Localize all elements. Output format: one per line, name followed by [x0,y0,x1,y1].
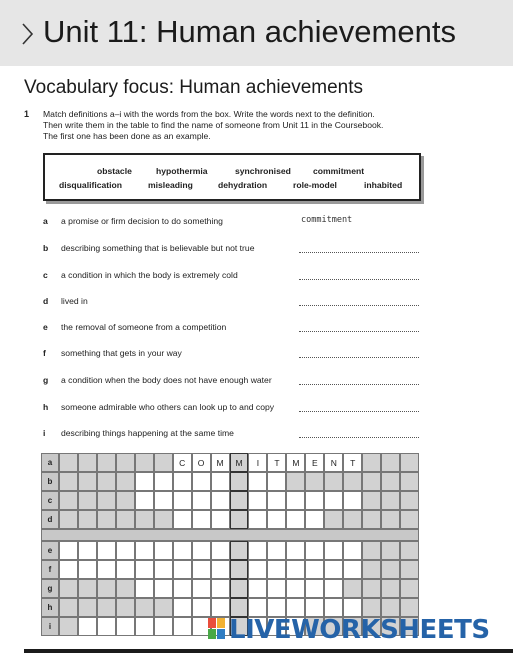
grid-cell[interactable] [305,579,324,598]
grid-cell[interactable] [173,579,192,598]
grid-cell[interactable] [381,472,400,491]
grid-cell[interactable] [305,560,324,579]
grid-cell[interactable] [154,510,173,529]
grid-cell[interactable] [324,560,343,579]
grid-row-label: h [41,598,59,617]
grid-cell[interactable] [173,541,192,560]
definition-text: lived in [61,296,88,306]
grid-cell[interactable] [267,541,286,560]
grid-cell[interactable] [116,560,135,579]
box-word: obstacle [97,166,132,176]
grid-cell[interactable] [59,453,78,472]
grid-cell[interactable] [381,510,400,529]
box-word: hypothermia [156,166,208,176]
grid-cell[interactable] [154,617,173,636]
grid-cell[interactable] [97,472,116,491]
grid-cell[interactable] [286,579,305,598]
grid-cell[interactable] [211,560,230,579]
grid-cell[interactable] [116,491,135,510]
definition-row [43,348,423,362]
grid-cell[interactable] [286,560,305,579]
grid-cell[interactable] [135,491,154,510]
grid-cell[interactable] [97,579,116,598]
grid-cell[interactable] [362,472,381,491]
definition-row [43,402,423,416]
unit-title: Unit 11: Human achievements [43,14,456,49]
grid-cell[interactable] [248,472,267,491]
grid-row-label: a [41,453,59,472]
grid-cell[interactable] [230,579,249,598]
grid-row-label: b [41,472,59,491]
section-title: Vocabulary focus: Human achievements [24,77,364,98]
instruction-line: The first one has been done as an example. [43,131,211,141]
answer-field[interactable] [299,252,419,253]
grid-cell[interactable] [305,491,324,510]
grid-cell[interactable] [362,560,381,579]
answer-field[interactable] [299,384,419,385]
grid-cell[interactable]: N [324,453,343,472]
grid-row [41,453,419,472]
grid-cell[interactable] [343,579,362,598]
grid-cell[interactable] [78,472,97,491]
grid-cell[interactable] [362,491,381,510]
grid-cell[interactable] [78,560,97,579]
grid-cell[interactable] [343,560,362,579]
definition-text: the removal of someone from a competition [61,322,227,332]
grid-cell[interactable] [59,510,78,529]
grid-cell[interactable] [400,472,419,491]
crossword-grid [41,453,419,636]
grid-cell[interactable] [400,453,419,472]
grid-cell[interactable] [248,541,267,560]
grid-cell[interactable] [400,510,419,529]
grid-cell[interactable] [97,541,116,560]
grid-cell[interactable] [230,510,249,529]
grid-cell[interactable] [267,510,286,529]
grid-row-label: d [41,510,59,529]
definition-letter: d [43,296,49,306]
definition-letter: b [43,243,49,253]
grid-cell[interactable] [97,598,116,617]
definition-text: something that gets in your way [61,348,182,358]
grid-cell[interactable] [192,579,211,598]
grid-cell[interactable] [381,453,400,472]
grid-cell[interactable] [362,510,381,529]
grid-cell[interactable] [116,510,135,529]
grid-row [41,510,419,529]
grid-cell[interactable] [324,491,343,510]
grid-cell[interactable] [343,491,362,510]
grid-cell[interactable] [211,579,230,598]
grid-row-label: c [41,491,59,510]
grid-cell[interactable] [97,617,116,636]
grid-cell[interactable] [400,579,419,598]
grid-cell[interactable] [324,579,343,598]
definition-row [43,428,423,442]
grid-cell[interactable] [59,617,78,636]
definition-row [43,322,423,336]
chevron-right-icon [20,22,34,46]
grid-cell[interactable] [97,560,116,579]
definition-row [43,216,423,230]
grid-cell[interactable] [400,491,419,510]
grid-row [41,541,419,560]
grid-cell[interactable] [135,510,154,529]
answer-field[interactable] [299,279,419,280]
grid-cell[interactable] [230,472,249,491]
answer-field[interactable] [299,357,419,358]
footer-rule [24,649,513,653]
grid-cell[interactable] [154,598,173,617]
definition-row [43,243,423,257]
definition-letter: g [43,375,49,385]
grid-cell[interactable] [192,491,211,510]
box-word: dehydration [218,180,268,190]
grid-cell[interactable] [192,541,211,560]
grid-cell[interactable] [78,579,97,598]
definition-letter: a [43,216,48,226]
grid-cell[interactable] [116,472,135,491]
liveworksheets-logo-icon [207,617,227,641]
grid-cell[interactable] [116,541,135,560]
definition-text: describing things happening at the same time [61,428,234,438]
grid-cell[interactable] [135,617,154,636]
grid-row [41,491,419,510]
grid-cell[interactable] [135,598,154,617]
grid-cell[interactable]: I [248,453,267,472]
grid-cell[interactable]: M [230,453,249,472]
grid-cell[interactable] [173,560,192,579]
grid-cell[interactable] [267,560,286,579]
box-word: misleading [148,180,193,190]
answer-field[interactable] [299,331,419,332]
grid-cell[interactable] [173,617,192,636]
grid-cell[interactable] [305,541,324,560]
instruction-line: Match definitions a–i with the words from the box. Write the words next to the definition. [43,109,375,119]
grid-cell[interactable] [97,453,116,472]
grid-cell[interactable] [78,491,97,510]
grid-cell[interactable] [248,491,267,510]
grid-cell[interactable] [59,491,78,510]
word-box [43,153,421,201]
grid-cell[interactable] [324,510,343,529]
grid-cell[interactable] [173,510,192,529]
grid-cell[interactable] [286,491,305,510]
grid-cell[interactable] [97,510,116,529]
grid-row [41,579,419,598]
grid-cell[interactable] [154,453,173,472]
instruction-line: Then write them in the table to find the name of someone from Unit 11 in the Coursebook. [43,120,384,130]
grid-row-label: i [41,617,59,636]
grid-cell[interactable] [59,472,78,491]
grid-cell[interactable] [381,560,400,579]
grid-cell[interactable]: O [192,453,211,472]
grid-cell[interactable] [211,491,230,510]
grid-cell[interactable] [78,617,97,636]
answer-field[interactable]: commitment [301,215,353,225]
grid-cell[interactable]: C [173,453,192,472]
answer-field[interactable] [299,305,419,306]
exercise-instructions [43,109,443,142]
grid-cell[interactable]: E [305,453,324,472]
grid-cell[interactable] [343,472,362,491]
grid-cell[interactable] [381,491,400,510]
grid-divider [41,529,419,541]
grid-cell[interactable] [343,541,362,560]
grid-cell[interactable] [135,541,154,560]
grid-cell[interactable] [116,453,135,472]
exercise-number: 1 [24,109,30,119]
grid-cell[interactable] [59,560,78,579]
grid-cell[interactable] [135,453,154,472]
grid-cell[interactable] [286,472,305,491]
grid-cell[interactable] [286,510,305,529]
box-word: disqualification [59,180,123,190]
grid-cell[interactable] [211,541,230,560]
liveworksheets-watermark [207,615,507,645]
grid-cell[interactable] [324,472,343,491]
grid-cell[interactable] [362,453,381,472]
grid-cell[interactable] [362,541,381,560]
grid-cell[interactable] [400,560,419,579]
grid-cell[interactable] [97,491,116,510]
grid-cell[interactable] [135,560,154,579]
grid-cell[interactable] [154,579,173,598]
grid-cell[interactable] [381,579,400,598]
grid-cell[interactable] [211,510,230,529]
grid-cell[interactable] [78,598,97,617]
grid-cell[interactable]: M [286,453,305,472]
grid-cell[interactable] [343,510,362,529]
grid-cell[interactable]: T [267,453,286,472]
grid-cell[interactable] [116,598,135,617]
grid-cell[interactable] [267,579,286,598]
grid-cell[interactable] [173,491,192,510]
grid-cell[interactable] [286,541,305,560]
grid-cell[interactable] [267,472,286,491]
grid-row-label: e [41,541,59,560]
grid-cell[interactable] [267,491,286,510]
grid-cell[interactable]: T [343,453,362,472]
grid-row [41,472,419,491]
grid-cell[interactable] [135,579,154,598]
box-word: role-model [293,180,337,190]
grid-row [41,560,419,579]
definition-row [43,375,423,389]
grid-cell[interactable] [59,541,78,560]
grid-cell[interactable] [78,510,97,529]
grid-cell[interactable] [78,453,97,472]
grid-cell[interactable] [324,541,343,560]
definition-letter: h [43,402,49,412]
definition-letter: i [43,428,46,438]
grid-cell[interactable] [154,491,173,510]
grid-cell[interactable] [59,598,78,617]
grid-cell[interactable] [230,541,249,560]
definition-text: someone admirable who others can look up to and copy [61,402,275,412]
box-word: commitment [313,166,365,176]
answer-field[interactable] [299,411,419,412]
grid-cell[interactable] [230,560,249,579]
definition-text: a promise or firm decision to do something [61,216,223,226]
definition-letter: f [43,348,46,358]
definition-row [43,270,423,284]
grid-cell[interactable] [173,472,192,491]
definition-letter: e [43,322,48,332]
unit-header [0,0,513,66]
grid-cell[interactable] [135,472,154,491]
grid-cell[interactable] [305,472,324,491]
grid-cell[interactable] [116,579,135,598]
answer-field[interactable] [299,437,419,438]
grid-cell[interactable] [154,472,173,491]
definition-row [43,296,423,310]
definition-text: a condition in which the body is extremely cold [61,270,238,280]
grid-cell[interactable] [173,598,192,617]
grid-cell[interactable] [248,510,267,529]
grid-cell[interactable] [59,579,78,598]
grid-cell[interactable] [154,541,173,560]
grid-cell[interactable] [211,472,230,491]
definition-letter: c [43,270,48,280]
grid-cell[interactable] [192,472,211,491]
box-word: synchronised [235,166,291,176]
watermark-text: LIVEWORKSHEETS [229,615,490,645]
grid-cell[interactable]: M [211,453,230,472]
definition-text: describing something that is believable but not true [61,243,255,253]
grid-cell[interactable] [248,560,267,579]
grid-cell[interactable] [305,510,324,529]
grid-cell[interactable] [400,541,419,560]
grid-row-label: g [41,579,59,598]
grid-cell[interactable] [78,541,97,560]
grid-cell[interactable] [248,579,267,598]
box-word: inhabited [364,180,403,190]
grid-cell[interactable] [362,579,381,598]
grid-cell[interactable] [192,560,211,579]
definition-text: a condition when the body does not have enough water [61,375,272,385]
grid-row-label: f [41,560,59,579]
grid-cell[interactable] [230,491,249,510]
grid-cell[interactable] [154,560,173,579]
grid-cell[interactable] [192,510,211,529]
grid-cell[interactable] [381,541,400,560]
grid-cell[interactable] [116,617,135,636]
